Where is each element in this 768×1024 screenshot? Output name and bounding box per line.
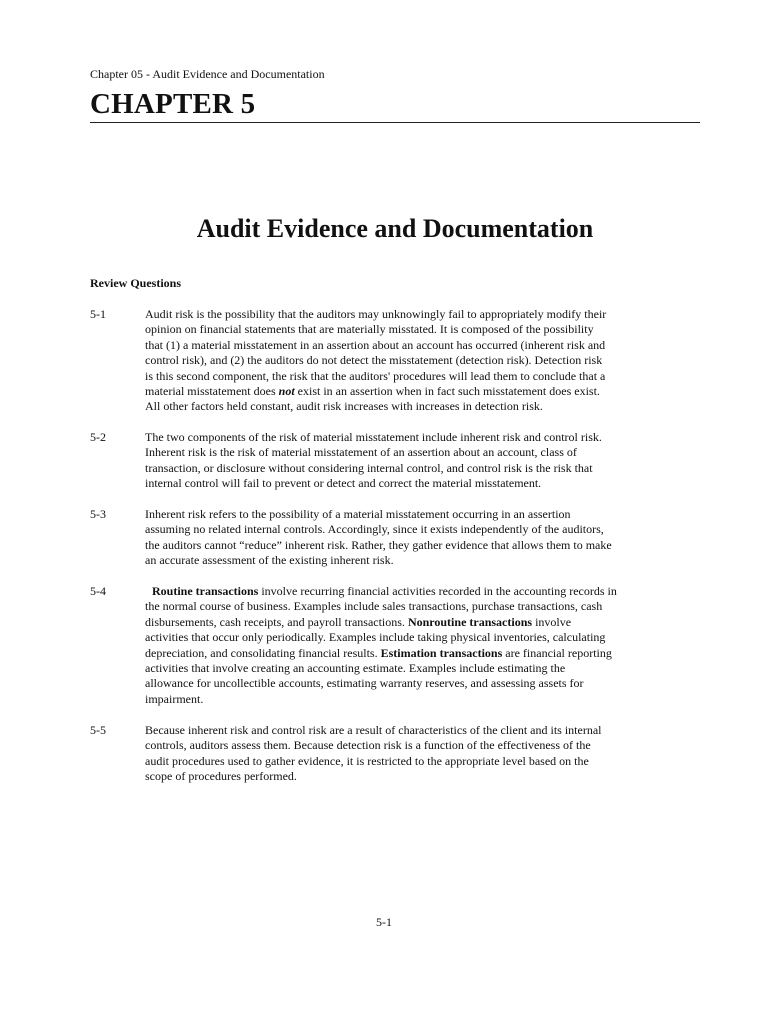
answer-line: is this second component, the risk that the auditors' procedures will lead them to conclude that a xyxy=(145,368,606,383)
emphasized-term: Routine transactions xyxy=(152,584,259,598)
emphasized-term: not xyxy=(278,384,295,399)
answer-line xyxy=(145,584,690,599)
answer-line: activities that involve creating an accounting estimate. Examples include estimating the xyxy=(145,661,566,676)
answer-line: that (1) a material misstatement in an assertion about an account has occurred (inherent risk and xyxy=(145,337,606,352)
question-answer xyxy=(145,430,690,492)
emphasized-term: Nonroutine transactions xyxy=(407,614,533,629)
answer-line: internal control will fail to prevent or detect and correct the material misstatement. xyxy=(145,476,542,491)
chapter-heading-text: CHAPTER 5 xyxy=(90,88,256,120)
answer-text: material misstatement does xyxy=(145,384,279,399)
answer-text: depreciation, and consolidating financial results. xyxy=(145,645,381,660)
question-number: 5-5 xyxy=(90,723,106,737)
answer-line: the auditors cannot “reduce” inherent risk. Rather, they gather evidence that allows them to make xyxy=(145,537,612,552)
answer-text: are financial reporting xyxy=(502,645,612,660)
answer-line: All other factors held constant, audit risk increases with increases in detection risk. xyxy=(145,399,543,414)
answer-line: Audit risk is the possibility that the auditors may unknowingly fail to appropriately modify their xyxy=(145,307,607,321)
section-label: Review Questions xyxy=(90,276,181,290)
answer-line xyxy=(145,615,690,630)
question-answer xyxy=(145,723,690,785)
answer-line: impairment. xyxy=(145,691,204,706)
answer-line: The two components of the risk of material misstatement include inherent risk and control risk. xyxy=(145,430,602,444)
question-number: 5-4 xyxy=(90,584,106,598)
question-answer xyxy=(145,584,690,707)
answer-line: activities that occur only periodically. Examples include taking physical inventories, calculating xyxy=(145,630,606,645)
answer-line: Because inherent risk and control risk are a result of characteristics of the client and its internal xyxy=(145,723,602,737)
answer-line: scope of procedures performed. xyxy=(145,769,297,784)
question-number: 5-2 xyxy=(90,430,106,444)
question-answer xyxy=(145,307,690,415)
answer-line xyxy=(145,646,690,661)
answer-line xyxy=(145,384,690,399)
answer-line: assuming no related internal controls. Accordingly, since it exists independently of the auditors, xyxy=(145,522,604,537)
answer-line: Inherent risk refers to the possibility of a material misstatement occurring in an assertion xyxy=(145,507,571,521)
question-answer xyxy=(145,507,690,569)
question-number: 5-3 xyxy=(90,507,106,521)
answer-line: an accurate assessment of the existing inherent risk. xyxy=(145,553,394,568)
answer-line: audit procedures used to gather evidence, it is restricted to the appropriate level based on the xyxy=(145,753,589,768)
answer-line: controls, auditors assess them. Because detection risk is a function of the effectiveness of the xyxy=(145,738,591,753)
chapter-heading xyxy=(90,86,700,123)
answer-line: opinion on financial statements that are materially misstated. It is composed of the possibility xyxy=(145,322,594,337)
emphasized-term: Estimation transactions xyxy=(380,645,503,660)
running-header: Chapter 05 - Audit Evidence and Documentation xyxy=(90,67,325,81)
page-number: 5-1 xyxy=(376,915,392,929)
answer-line: allowance for uncollectible accounts, estimating warranty reserves, and assessing assets for xyxy=(145,676,584,691)
answer-line: control risk), and (2) the auditors do not detect the misstatement (detection risk). Detection risk xyxy=(145,353,603,368)
answer-text: disbursements, cash receipts, and payroll transactions. xyxy=(145,614,408,629)
document-title: Audit Evidence and Documentation xyxy=(196,214,594,243)
answer-line: transaction, or disclosure without considering internal control, and control risk is the risk that xyxy=(145,460,593,475)
answer-text: involve xyxy=(532,614,572,629)
question-number: 5-1 xyxy=(90,307,106,321)
answer-text: involve recurring financial activities recorded in the accounting records in xyxy=(258,584,617,598)
answer-line: the normal course of business. Examples include sales transactions, purchase transactions, cash xyxy=(145,599,603,614)
answer-line: Inherent risk is the risk of material misstatement of an assertion about an account, class of xyxy=(145,445,577,460)
answer-text: exist in an assertion when in fact such misstatement does exist. xyxy=(294,384,600,399)
